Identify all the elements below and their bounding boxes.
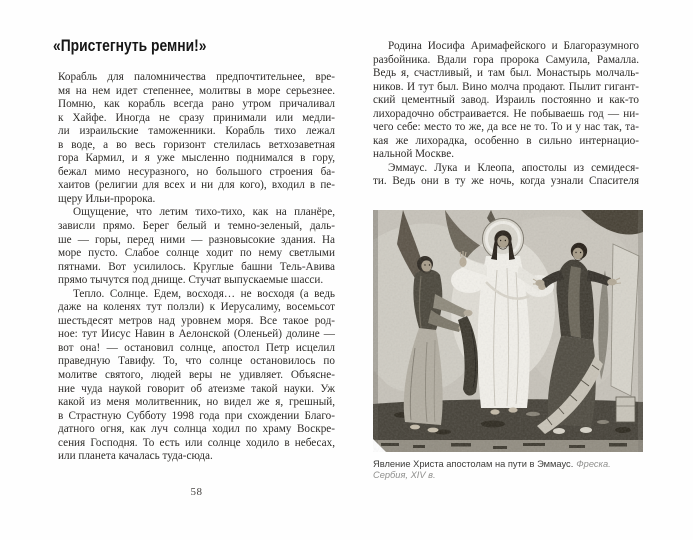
text-line: гора Кармил, и я уже мысленно поднимался в гору,: [58, 152, 335, 165]
text-line: праведную Тавифу. То, что солнце остановилось по: [58, 355, 335, 368]
paragraph: [373, 162, 639, 189]
figure-caption: [373, 459, 643, 481]
text-line: вот она! — остановил солнце, апостол Петр исцелил: [58, 341, 335, 354]
text-line: разбойника. Вдали гора пророка Самуила, Рамалла.: [373, 53, 639, 66]
fresco-image: [373, 210, 643, 452]
caption-source: Фреска. Сербия, XIV в.: [373, 459, 611, 480]
text-line: ский цементный завод. Израиль постоянно и как-то: [373, 94, 639, 107]
right-page-text: [373, 40, 639, 189]
text-line: сения Господня. То есть или солнце ходило в небесах,: [58, 436, 335, 449]
page-number: 58: [190, 486, 203, 498]
text-line: прямо тычутся под днище. Стучат выпускаемые шасси.: [58, 274, 324, 287]
text-line: молитве святого, людей веры не удивляет. Объясне-: [58, 369, 335, 382]
text-line: море пусто. Слабое солнце ходит по нему светлыми: [58, 247, 335, 260]
text-line: бежал мимо несуразного, но большого строения ба-: [58, 165, 335, 178]
text-line: чего себе: место то же, да все не то. То и у нас так, та-: [373, 121, 639, 134]
text-line: мя на нем идет степеннее, молитвы в море серьезнее.: [58, 84, 335, 97]
text-line: щеру Ильи-пророка.: [58, 192, 156, 205]
caption-title: Явление Христа апостолам на пути в Эммаус.: [373, 459, 574, 469]
text-line: ти. Ведь они в ту же ночь, когда узнали Спасителя: [373, 175, 639, 188]
text-line: Эммаус. Лука и Клеопа, апостолы из семидеся-: [388, 161, 639, 174]
text-line: или планета качалась туда-сюда.: [58, 450, 213, 463]
text-line: ников. И тут был. Вино молча продают. Пылит гигант-: [373, 80, 639, 93]
text-line: в Страстную Субботу 1998 года при схождении Благо-: [58, 409, 335, 422]
text-line: к Хайфе. Иногда не сразу принимали или медли-: [58, 111, 335, 124]
paragraph: [58, 206, 335, 287]
text-line: в воде, а во весь горизонт стелилась ветхозаветная: [58, 138, 335, 151]
text-line: ше — горы, перед ними — разновысокие здания. На: [58, 233, 335, 246]
text-line: Помню, как корабль всегда рано утром причаливал: [58, 98, 335, 111]
text-line: даже на коленях тут ползли) к Иерусалиму, восемьсот: [58, 301, 335, 314]
text-line: нальной Москве.: [373, 148, 455, 161]
text-line: Тепло. Солнце. Едем, восходя… не восходя (а ведь: [73, 287, 335, 300]
paragraph: [373, 40, 639, 162]
text-line: Ведь я, счастливый, и там был. Монастырь молчаль-: [373, 67, 639, 80]
text-line: кая же лихорадка, особенно в сильно интернацио-: [373, 134, 639, 147]
text-line: Корабль для паломничества предпочтительнее, вре-: [58, 71, 335, 83]
paragraph: [58, 71, 335, 206]
text-line: хаитов (религии для всех и ни для кого), входил в пе-: [58, 179, 335, 192]
text-line: ние чуда наукой говорит об атеизме такой науки. Уж: [58, 382, 335, 395]
text-line: Родина Иосифа Аримафейского и Благоразумного: [388, 40, 639, 52]
text-line: лихорадочно обстраивается. Не побываешь год — ни-: [373, 107, 639, 120]
text-line: какой из меня молитвенник, но видел же я, грешный,: [58, 396, 335, 409]
text-line: ное: тут Иисус Навин в Аелонской (Оленьей) долине —: [58, 328, 335, 341]
text-line: датного огня, как луч солнца ходил по храму Воскре-: [58, 423, 335, 436]
chapter-title: «Пристегнуть ремни!»: [53, 37, 207, 55]
left-page-text: [58, 71, 335, 464]
text-line: ли израильские таможенники. Корабль тихо лежал: [58, 125, 335, 138]
paragraph: [58, 288, 335, 464]
fresco-figure: [373, 210, 643, 481]
grain-texture: [373, 210, 643, 452]
text-line: Ощущение, что летим тихо-тихо, как на планёре,: [73, 206, 335, 219]
text-line: шестьдесят метров над уровнем моря. Все такое род-: [58, 314, 335, 327]
text-line: зависли прямо. Берег белый и темно-зеленый, даль-: [58, 220, 335, 233]
text-line: пятнами. Вот усилилось. Круглые башни Тель-Авива: [58, 260, 335, 273]
